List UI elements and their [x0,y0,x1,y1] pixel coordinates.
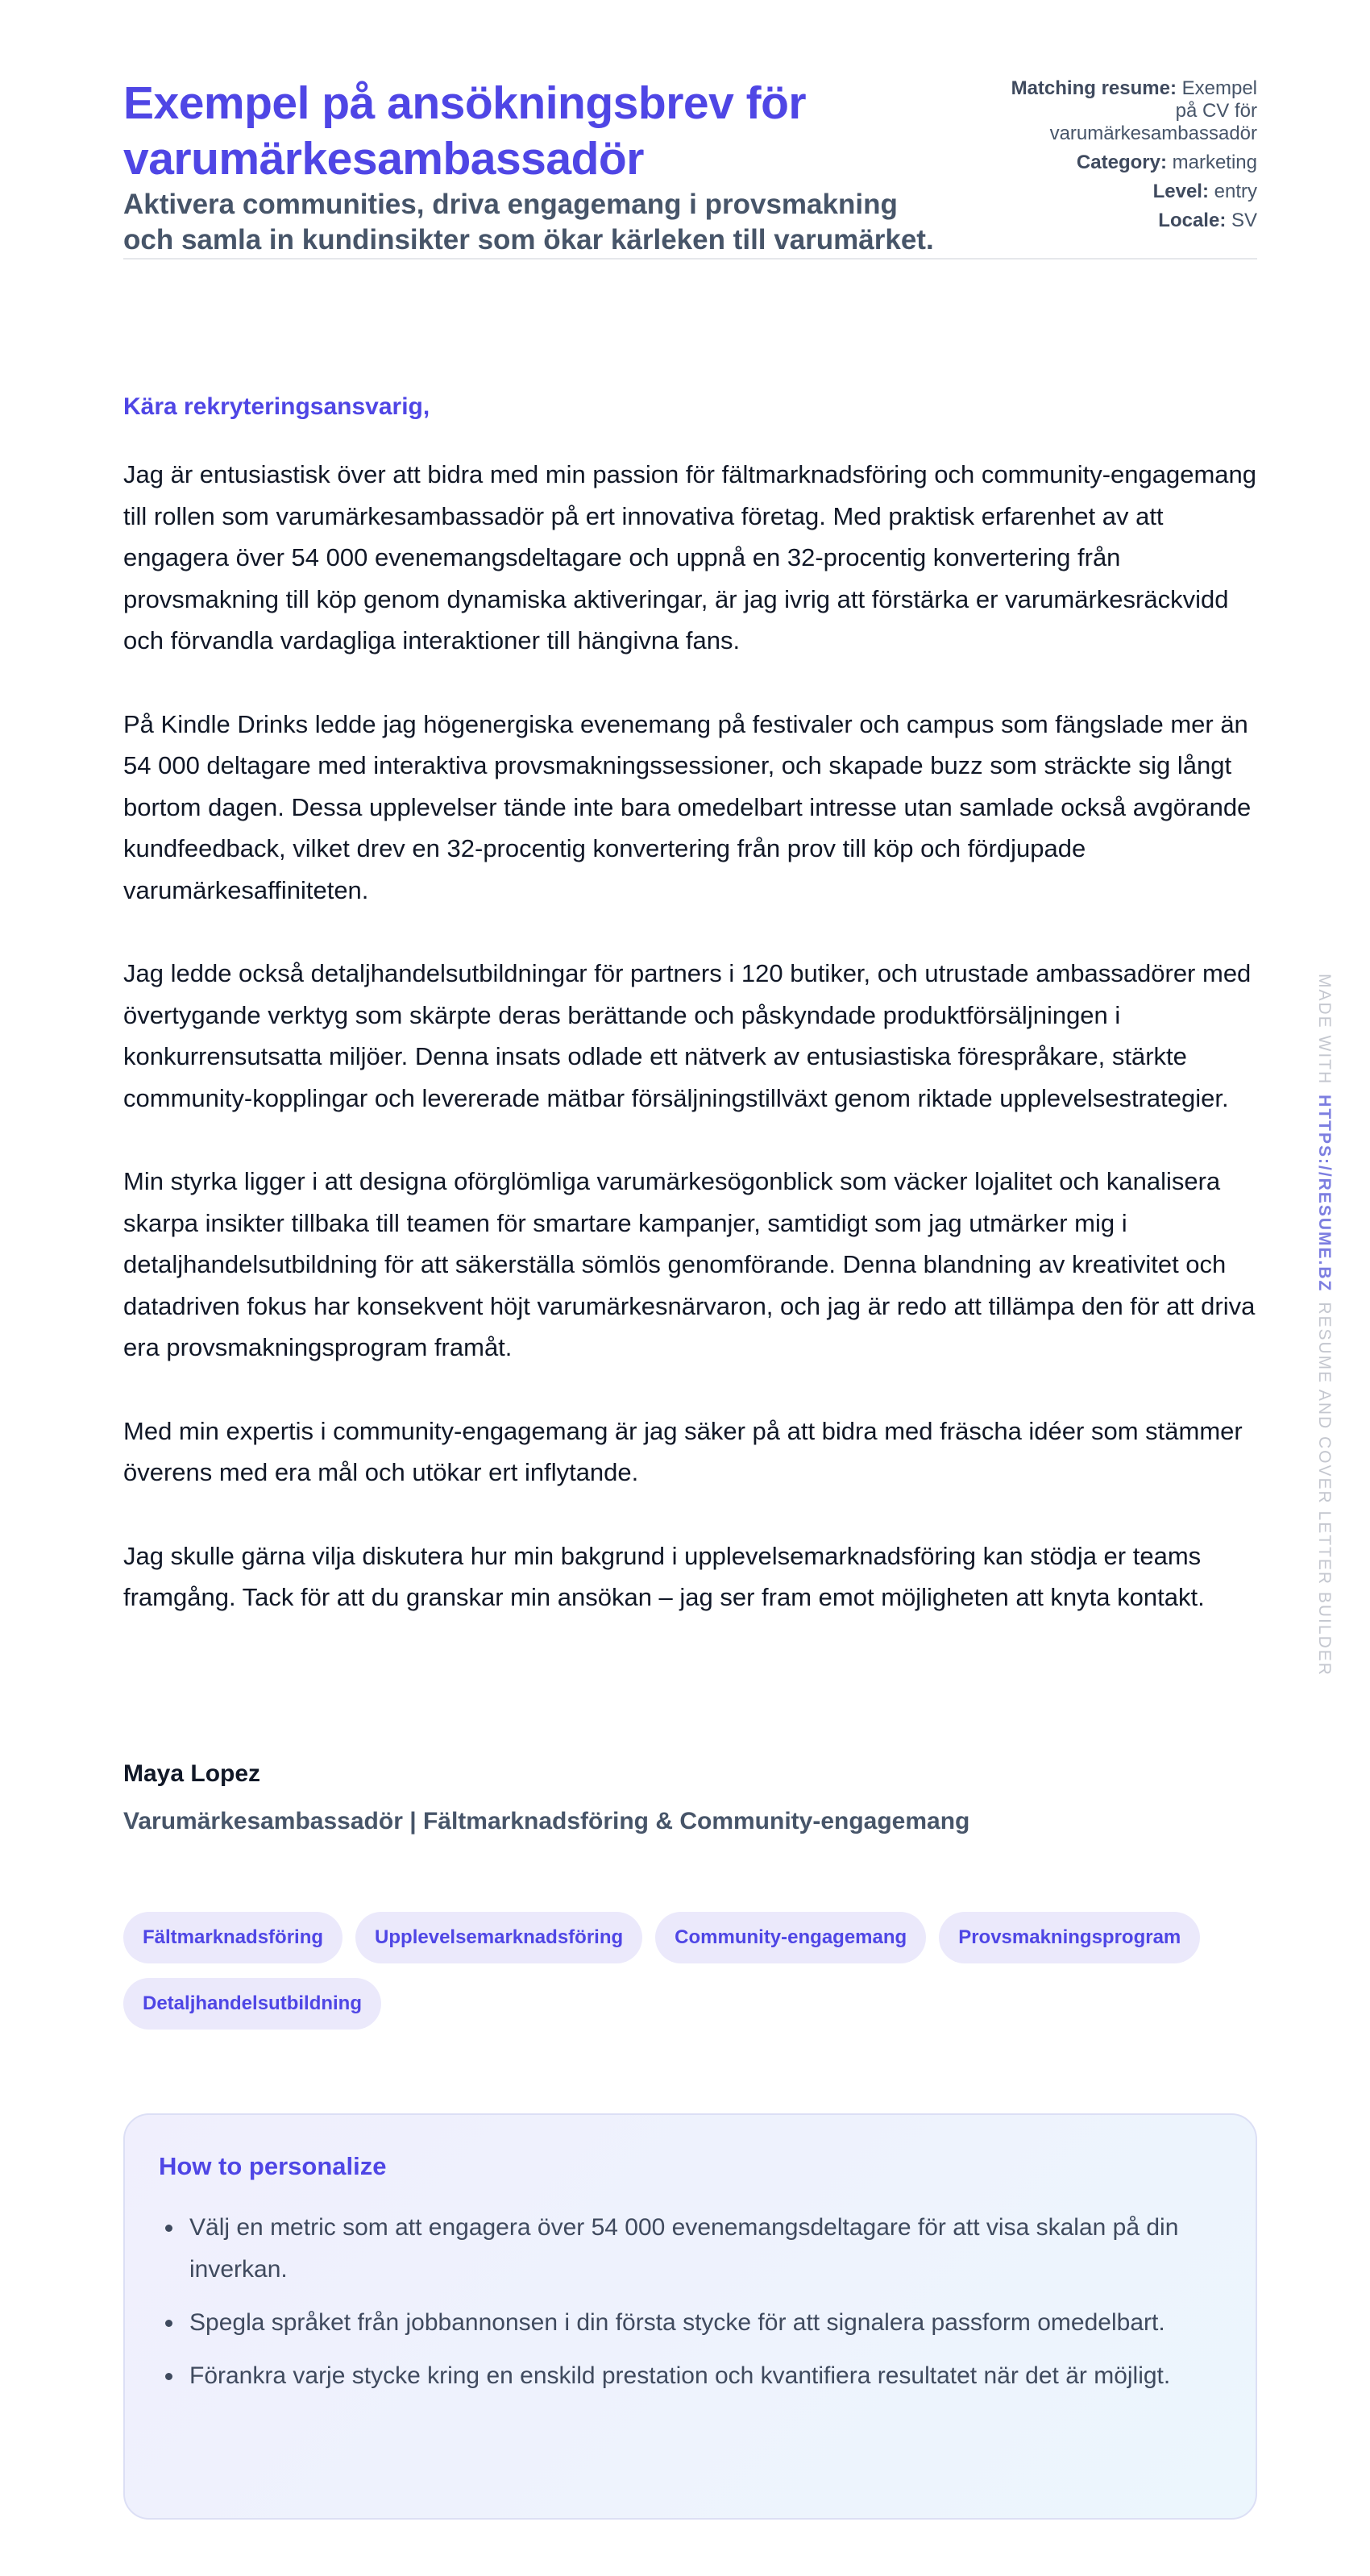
letter-paragraph: Jag ledde också detaljhandelsutbildningar för partners i 120 butiker, och utrustade ambassadörer med övertygande verktyg som skärpte deras berättande och påskyndade produktförsäljningen i konkurrensutsatta miljöer. Denna insats odlade ett nätverk av entusiastiska förespråkare, stärkte community-kopplingar och levererade mätbar försäljningstillväxt genom riktade upplevelsestrategier. [123,959,1252,1112]
page-header [123,0,1257,260]
letter-body [123,454,1257,1660]
tip-item [159,2207,1222,2291]
signature-title: Varumärkesambassadör | Fältmarknadsföring & Community-engagemang [123,1808,970,1834]
page-subtitle: Aktivera communities, driva engagemang i provsmakning och samla in kundinsikter som ökar kärleken till varumärket. [123,189,934,256]
meta-level-label: Level: [1152,181,1209,202]
tip-text: Spegla språket från jobbannonsen i din första stycke för att signalera passform omedelbart. [189,2309,1165,2336]
signature-name: Maya Lopez [123,1760,261,1787]
letter-paragraph: Jag är entusiastisk över att bidra med min passion för fältmarknadsföring och community-engagemang till rollen som varumärkesambassadör på ert innovativa företag. Med praktisk erfarenhet av att engagera över 54 000 evenemangsdeltagare och uppnå en 32-procentig konvertering från provsmakning till köp genom dynamiska aktiveringar, är jag ivrig att förstärka er varumärkesräckvidd och förvandla vardagliga interaktioner till hängivna fans. [123,460,1257,654]
letter-paragraph: Jag skulle gärna vilja diskutera hur min bakgrund i upplevelsemarknadsföring kan stödja er teams framgång. Tack för att du granskar min ansökan – jag ser fram emot möjligheten att knyta kontakt. [123,1541,1205,1611]
page-title: Exempel på ansökningsbrev för varumärkesambassadör [123,77,807,185]
meta-level-value: entry [1214,181,1257,202]
skill-tag: Detaljhandelsutbildning [123,1978,381,2030]
skill-tag: Upplevelsemarknadsföring [355,1912,642,1963]
watermark-suffix: RESUME AND COVER LETTER BUILDER [1315,1302,1334,1676]
watermark-text [1314,974,1334,1676]
tip-text: Välj en metric som att engagera över 54 000 evenemangsdeltagare för att visa skalan på din inverkan. [189,2214,1179,2283]
watermark-prefix: MADE WITH [1315,974,1334,1086]
letter-paragraph: Min styrka ligger i att designa oförglömliga varumärkesögonblick som väcker lojalitet och kanalisera skarpa insikter tillbaka till teamen för smartare kampanjer, samtidigt som jag utmärker mig i detaljhandelsutbildning för att säkerställa sömlös genomförande. Denna blandning av kreativitet och datadriven fokus har konsekvent höjt varumärkesnärvaron, och jag är redo att tillämpa den för att driva era provsmakningsprogram framåt. [123,1167,1256,1361]
letter-paragraph: På Kindle Drinks ledde jag högenergiska evenemang på festivaler och campus som fängslade mer än 54 000 deltagare med interaktiva provsmakningssessioner, och skapade buzz som sträckte sig långt bortom dagen. Dessa upplevelser tände inte bara omedelbart intresse utan samlade också avgörande kundfeedback, vilket drev en 32-procentig konvertering från prov till köp och fördjupade varumärkesaffiniteten. [123,709,1252,904]
bullet-icon [165,2320,172,2327]
meta-matching-resume-value: Exempel på CV för varumärkesambassadör [1049,77,1257,144]
meta-matching-resume-label: Matching resume: [1011,77,1177,99]
skill-tag: Provsmakningsprogram [939,1912,1200,1963]
meta-category [991,152,1257,174]
letter-greeting: Kära rekryteringsansvarig, [123,393,430,420]
cover-letter-page [123,0,1257,2389]
skill-tag: Fältmarknadsföring [123,1912,342,1963]
meta-locale-label: Locale: [1158,210,1227,231]
tips-title: How to personalize [159,2152,387,2180]
bullet-icon [165,2225,172,2232]
meta-level [991,181,1257,203]
meta-info [991,77,1257,239]
tip-item [159,2302,1222,2344]
vertical-watermark [1308,974,1340,1676]
meta-locale-value: SV [1231,210,1257,231]
meta-category-label: Category: [1076,152,1167,173]
tips-list [159,2207,1222,2397]
skill-tag: Community-engagemang [655,1912,926,1963]
tip-item [159,2355,1222,2397]
tip-text: Förankra varje stycke kring en enskild prestation och kvantifiera resultatet när det är möjligt. [189,2362,1171,2389]
meta-locale [991,210,1257,232]
skill-tags [123,1912,1257,2030]
letter-paragraph: Med min expertis i community-engagemang är jag säker på att bidra med fräscha idéer som stämmer överens med era mål och utökar ert inflytande. [123,1416,1243,1486]
watermark-link[interactable]: HTTPS://RESUME.BZ [1315,1095,1334,1293]
personalize-tips-card [123,2113,1257,2520]
bullet-icon [165,2373,172,2380]
meta-category-value: marketing [1172,152,1257,173]
meta-matching-resume [991,77,1257,145]
